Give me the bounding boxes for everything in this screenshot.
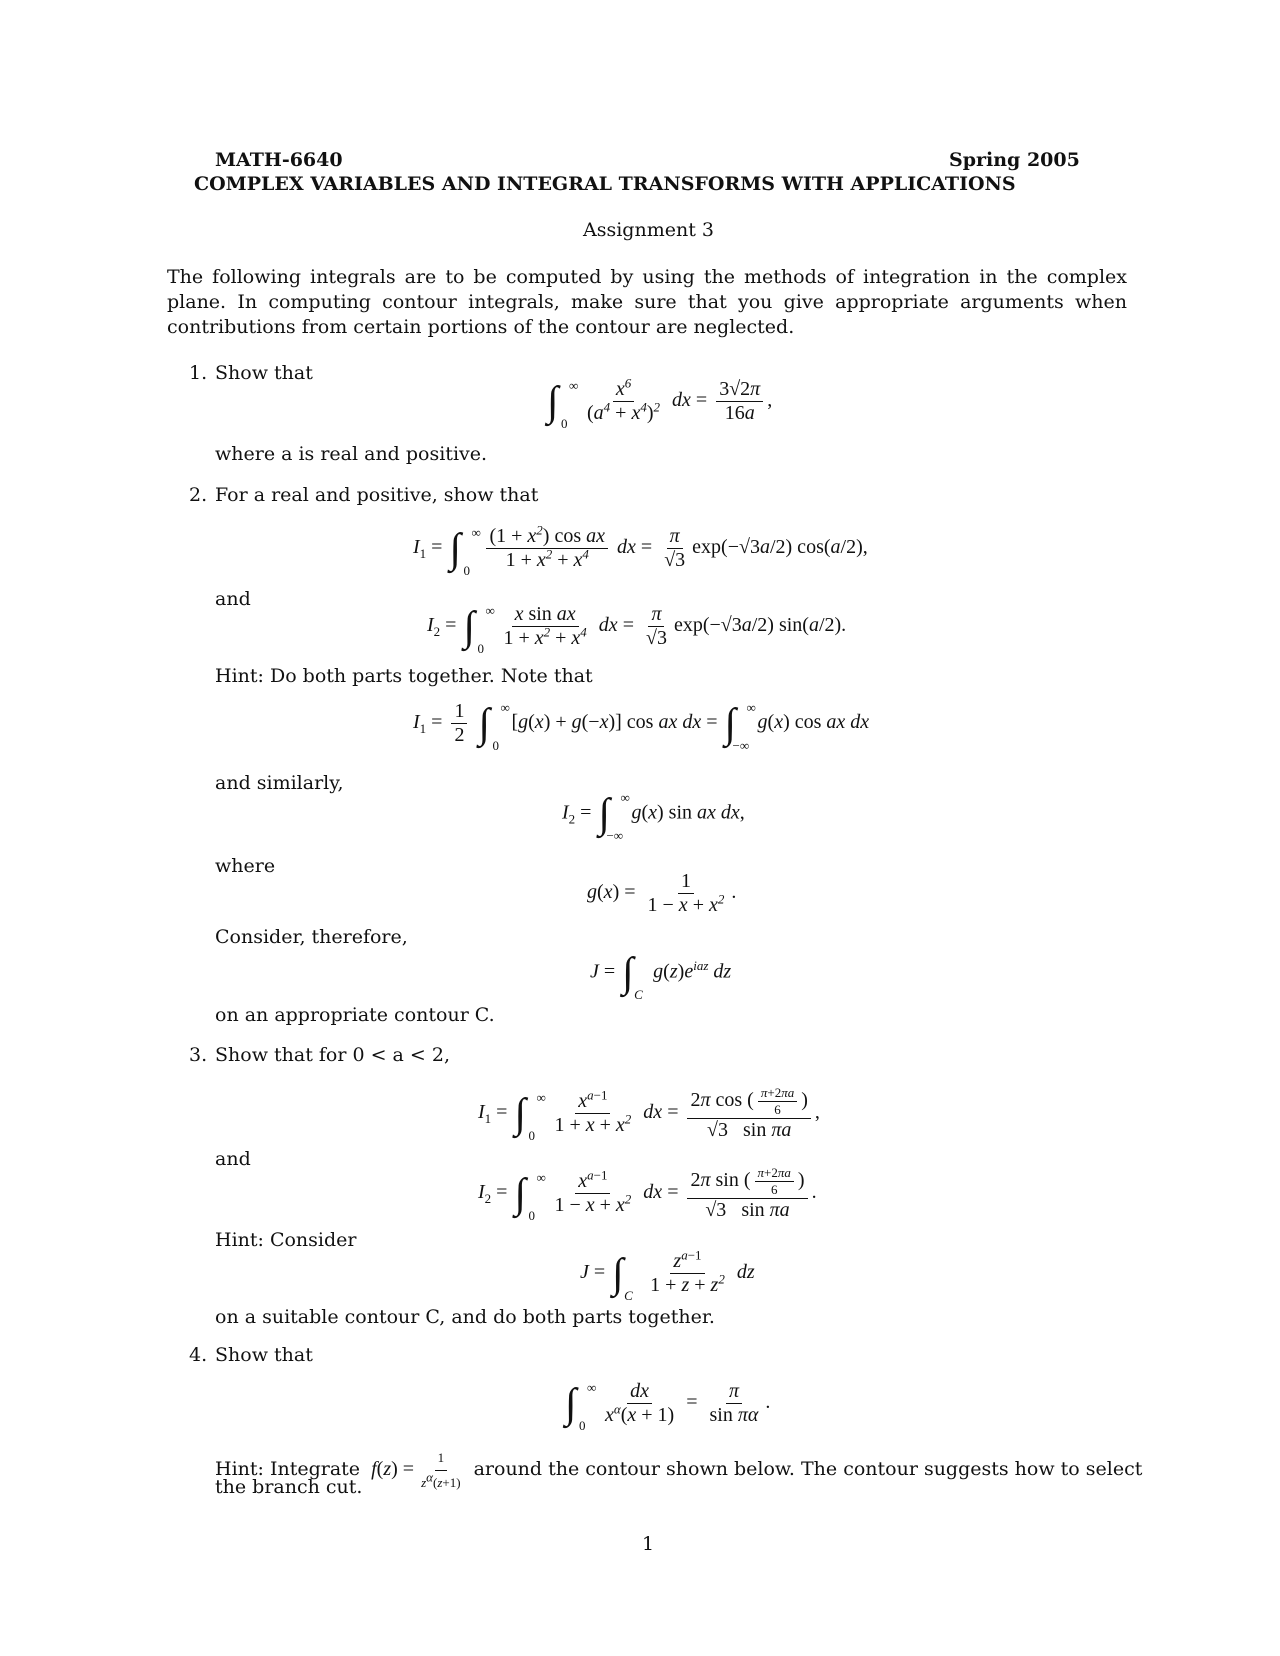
page-number: 1: [642, 1533, 655, 1555]
problem-2-consider: Consider, therefore,: [215, 926, 408, 948]
problem-4-number: 4.: [189, 1344, 208, 1366]
problem-3-lead: Show that for 0 < a < 2,: [215, 1044, 451, 1066]
course-code: MATH-6640: [215, 149, 343, 171]
problem-1-condition: where a is real and positive.: [215, 443, 488, 465]
term: Spring 2005: [949, 149, 1080, 171]
problem-3-number: 3.: [189, 1044, 208, 1066]
problem-3-J-integral: J = ∫ C $\frac{z^{a-1}}{1 + z + z^2}$ dz: [580, 1247, 755, 1303]
problem-2-similarly: and similarly,: [215, 772, 344, 794]
problem-4-equation: ∫ ∞ 0 $\frac{dx}{x^\alpha(x + 1)}$ = $\frac{\pi}{\text{sin πα}}$ .: [565, 1379, 771, 1433]
problem-3-hint: Hint: Consider: [215, 1229, 357, 1251]
intro-paragraph: The following integrals are to be computed by using the methods of integration in the complex plane. In computing contour integrals, make sure that you give appropriate arguments when contributions from certain portions of the contour are neglected.: [167, 266, 1127, 338]
assignment-title: Assignment 3: [583, 219, 714, 241]
problem-2-hint-equation: $I_1$ = $\frac{1}{2}$ ∫ ∞ 0 [g(x) + g(−x)] cos ax dx = ∫ ∞ −∞ g(x) cos ax dx: [413, 699, 870, 753]
problem-4-hint-after: around the contour shown below. The contour suggests how to select: [473, 1458, 1143, 1481]
problem-2-and: and: [215, 588, 251, 610]
problem-4-hint-function: f(z) = $\frac{1}{z^\alpha(z+1)}$: [366, 1458, 467, 1480]
problem-4-hint-before: Hint: Integrate: [215, 1458, 361, 1481]
problem-3-and: and: [215, 1148, 251, 1170]
problem-1-equation: ∫ ∞ 0 $\frac{x^6}{(a^4 + x^4)^2}$ dx = $\frac{3√2\pi}{16a}$ ,: [547, 375, 773, 431]
problem-1-lead: Show that: [215, 362, 313, 384]
problem-2-J-integral: J = ∫ C $g(z)e^{iaz}$ dz: [590, 950, 732, 1002]
problem-4-hint-end: the branch cut.: [215, 1476, 363, 1498]
problem-4-lead: Show that: [215, 1344, 313, 1366]
problem-3-contour-note: on a suitable contour C, and do both parts together.: [215, 1306, 715, 1328]
problem-2-hint: Hint: Do both parts together. Note that: [215, 665, 593, 687]
problem-2-where: where: [215, 855, 276, 877]
problem-3-equation-I2: $I_2$ = ∫ ∞ 0 $\frac{x^{a-1}}{1 - x + x^2}$ dx = 2π sin ( $\frac{\pi+2\pi a}{6}$ ) √3 sin πa .: [478, 1165, 817, 1223]
problem-2-lead: For a real and positive, show that: [215, 484, 539, 506]
problem-2-equation-I1: $I_1$ = ∫ ∞ 0 $\frac{(1 + x^2) \cos ax}{1 + x^2 + x^4}$ dx = $\frac{\pi}{√3}$ exp(−√3a/2) cos(a/2),: [413, 522, 868, 578]
problem-1-number: 1.: [189, 362, 208, 384]
course-title: COMPLEX VARIABLES AND INTEGRAL TRANSFORMS WITH APPLICATIONS: [194, 173, 1016, 195]
problem-2-equation-I2: $I_2$ = ∫ ∞ 0 $\frac{\text{x sin ax}}{1 + x^2 + x^4}$ dx = $\frac{\pi}{√3}$ exp(−√3a/2) sin(a/2).: [427, 602, 847, 656]
problem-2-equation-I2-full: $I_2$ = ∫ ∞ −∞ g(x) sin ax dx,: [562, 790, 745, 843]
problem-3-equation-I1: $I_1$ = ∫ ∞ 0 $\frac{x^{a-1}}{1 + x + x^2}$ dx = 2π cos ( $\frac{\pi+2\pi a}{6}$ ) √3 sin πa ,: [478, 1085, 820, 1143]
problem-2-g-definition: g(x) = $\frac{1}{1 - x + x^2}$ .: [587, 870, 737, 916]
problem-2-contour-note: on an appropriate contour C.: [215, 1004, 495, 1026]
problem-2-number: 2.: [189, 484, 208, 506]
